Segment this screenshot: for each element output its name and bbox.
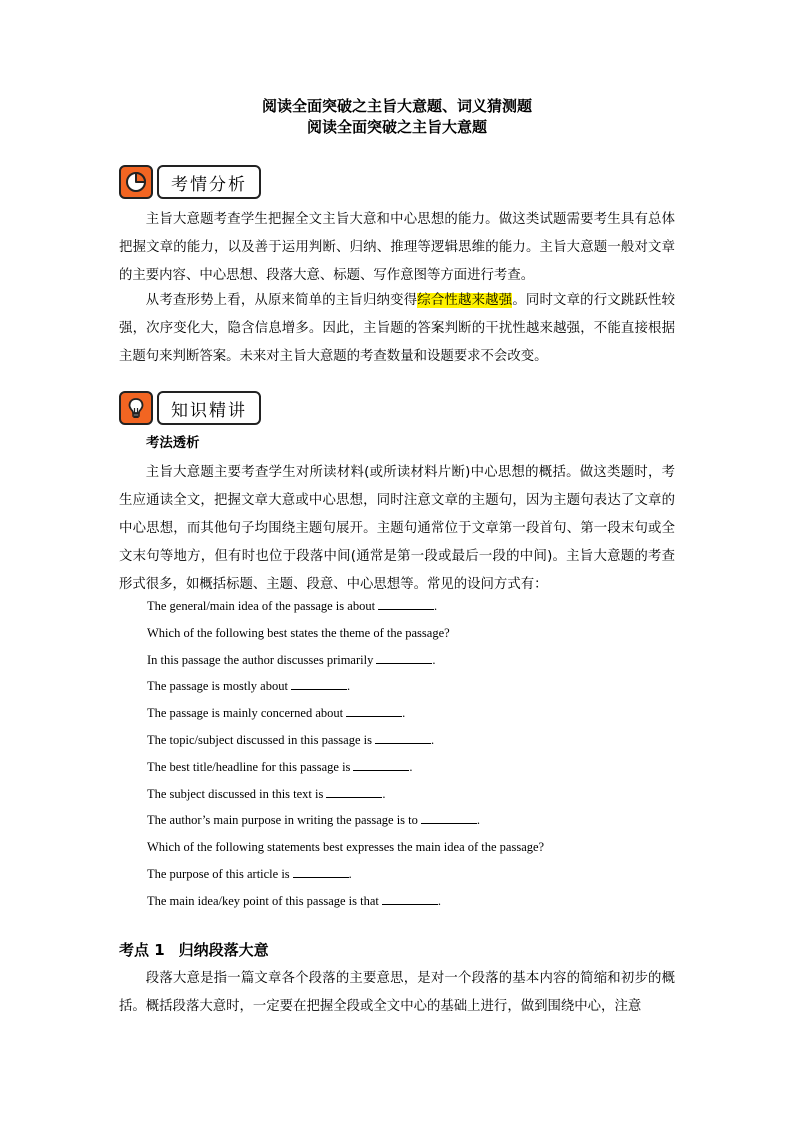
question-end: . (409, 759, 413, 774)
question-form-item (147, 620, 544, 647)
question-form-item (147, 754, 544, 781)
answer-blank (326, 785, 382, 798)
answer-blank (375, 731, 431, 744)
question-text: Which of the following best states the theme of the passage? (147, 625, 450, 640)
question-form-item (147, 700, 544, 727)
question-form-item (147, 673, 544, 700)
kaodian-heading (119, 937, 269, 963)
question-forms-list (147, 593, 544, 915)
answer-blank (353, 758, 409, 771)
answer-blank (293, 865, 349, 878)
question-end: . (437, 893, 442, 908)
question-end: . (348, 866, 352, 881)
question-end: . (346, 679, 351, 694)
answer-blank (376, 651, 432, 664)
question-end: . (476, 813, 481, 828)
question-text: Which of the following statements best expresses the main idea of the passage? (147, 840, 545, 855)
answer-blank (382, 892, 438, 905)
question-text: The purpose of this article is (147, 866, 290, 881)
document-subtitle: 阅读全面突破之主旨大意题 (306, 118, 487, 136)
kaodian-number: 考点 1 (119, 941, 165, 959)
method-paragraph: 主旨大意题主要考查学生对所读材料(或所读材料片断)中心思想的概括。做这类题时，考生应通读全文，把握文章大意或中心思想，同时注意文章的主题句，因为主题句表达了文章的中心思想，而其他句子均围绕主题句展开。主题句通常位于文章第一段首句、第一段末句或全文末句等地方，但有时也位于段落中间(通常是第一段或最后一段的中间)。主旨大意题的考查形式很多，如概括标题、主题、段意、中心思想等。常见的设问方式有： (119, 465, 675, 592)
question-end: . (432, 652, 436, 667)
answer-blank (291, 677, 347, 690)
answer-blank (421, 811, 477, 824)
question-text: In this passage the author discusses primarily (147, 652, 374, 667)
question-form-item (147, 861, 544, 888)
answer-blank (378, 597, 434, 610)
question-end: . (402, 706, 406, 721)
question-text: The passage is mostly about (147, 679, 288, 694)
question-end: . (434, 599, 438, 613)
section-label: 知识精讲 (157, 391, 261, 425)
question-form-item (147, 593, 544, 620)
question-text: The best title/headline for this passage is (147, 759, 351, 774)
question-text: The main idea/key point of this passage is that (147, 893, 379, 908)
kaodian-title: 归纳段落大意 (178, 941, 269, 959)
section-header-analysis (119, 164, 261, 200)
question-form-item (147, 727, 544, 754)
question-end: . (430, 732, 435, 747)
question-text: The general/main idea of the passage is about (147, 599, 376, 613)
kaodian-paragraph: 段落大意是指一篇文章各个段落的主要意思，是对一个段落的基本内容的简缩和初步的概括。概括段落大意时，一定要在把握全段或全文中心的基础上进行，做到围绕中心，注意 (119, 971, 675, 1014)
question-form-item (147, 807, 544, 834)
question-text: The author’s main purpose in writing the passage is to (147, 813, 418, 828)
section-header-knowledge (119, 390, 261, 426)
question-text: The passage is mainly concerned about (147, 706, 344, 721)
highlighted-text: 综合性越来越强 (417, 293, 513, 308)
answer-blank (346, 704, 402, 717)
pie-chart-icon (119, 165, 153, 199)
question-form-item (147, 647, 544, 674)
analysis-paragraph-2 (119, 287, 675, 371)
question-end: . (382, 786, 386, 801)
section-label: 考情分析 (157, 165, 261, 199)
paragraph-text: 从考查形势上看，从原来简单的主旨归纳变得 (145, 293, 418, 308)
subheading: 考法透析 (146, 436, 200, 451)
question-form-item (147, 781, 544, 808)
question-text: The topic/subject discussed in this passage is (147, 732, 372, 747)
question-form-item (147, 834, 544, 861)
analysis-paragraph-1: 主旨大意题考查学生把握全文主旨大意和中心思想的能力。做这类试题需要考生具有总体把握文章的能力，以及善于运用判断、归纳、推理等逻辑思维的能力。主旨大意题一般对文章的主要内容、中心思想、段落大意、标题、写作意图等方面进行考查。 (119, 212, 675, 283)
paragraph-text: 。同时文章的行文跳跃性较强，次序变化大，隐含信息增多。因此，主旨题的答案判断的干扰性越来越强，不能直接根据主题句来判断答案。未来对主旨大意题的考查数量和设题要求不会改变。 (119, 293, 676, 364)
lightbulb-icon (119, 391, 153, 425)
document-title: 阅读全面突破之主旨大意题、词义猜测题 (261, 97, 532, 115)
question-text: The subject discussed in this text is (147, 786, 324, 801)
question-form-item (147, 888, 544, 915)
